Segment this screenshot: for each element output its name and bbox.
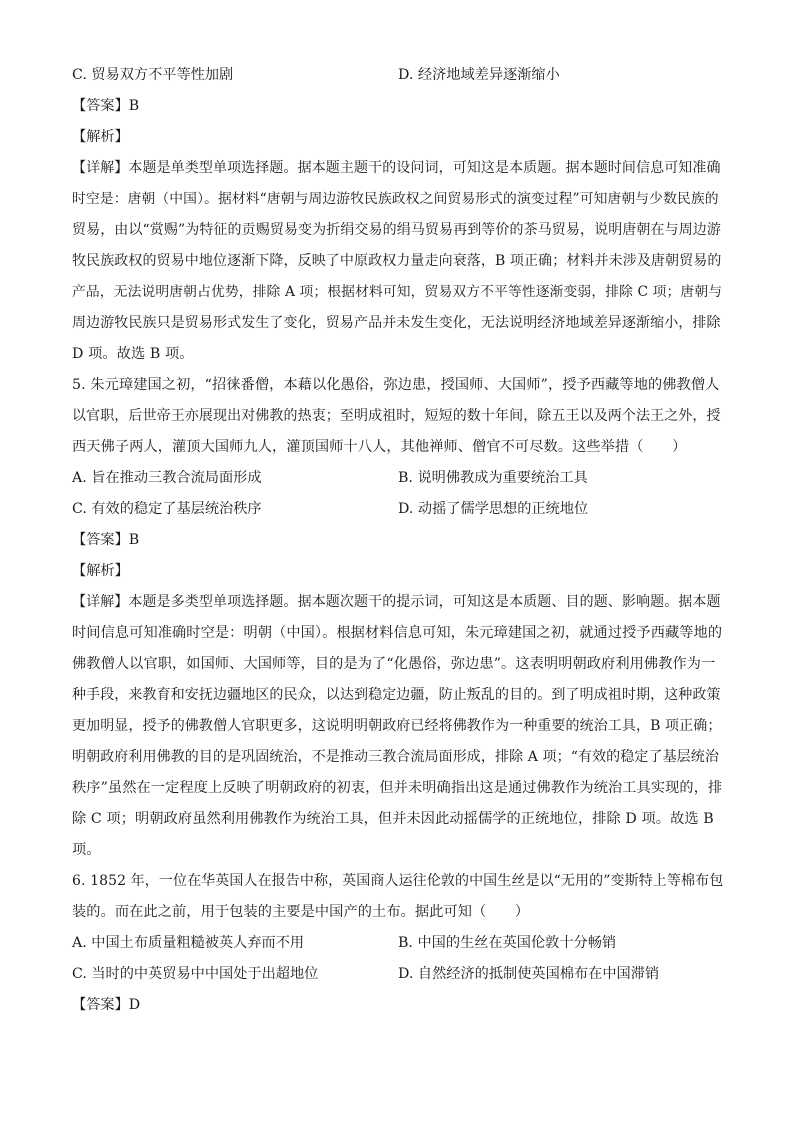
q5-detail-line: 佛教僧人以官职，如国师、大国师等，目的是为了“化愚俗，弥边患”。这表明明朝政府利用佛教作为一 [72,656,716,672]
q5-detail-line: 更加明显，授予的佛教僧人官职更多，这说明明朝政府已经将佛教作为一种重要的统治工具，B 项正确； [72,718,722,734]
q6-stem [72,870,724,932]
q6-stem-line: 6. 1852 年，一位在华英国人在报告中称，英国商人运往伦敦的中国生丝是以“无用的”变斯特上等棉布包 [72,873,724,889]
q6-options-row-ab [72,932,724,963]
q5-detail-line: 除 C 项；明朝政府虽然利用佛教作为统治工具，但并未因此动摇儒学的正统地位，排除 D 项。故选 B [72,811,714,827]
q4-analysis-label: 【解析】 [72,129,129,145]
q5-detail-line: 秩序”虽然在一定程度上反映了明朝政府的初衷，但并未明确指出这是通过佛教作为统治工具实现的，排 [72,780,723,796]
q6-option-b: B. 中国的生丝在英国伦敦十分畅销 [398,935,617,951]
q5-answer: 【答案】B [72,532,140,548]
q4-option-d: D. 经济地域差异逐渐缩小 [398,67,560,83]
q6-option-d: D. 自然经济的抵制使英国棉布在中国滞销 [398,966,660,982]
document-page [72,64,724,1025]
q5-stem-line: 以官职，后世帝王亦展现出对佛教的热衷；至明成祖时，短短的数十年间，除五王以及两个法王之外，授 [72,408,721,424]
q6-stem-line: 装的。而在此之前，用于包装的主要是中国产的土布。据此可知（ ） [72,904,530,920]
q5-option-c: C. 有效的稳定了基层统治秩序 [72,501,262,517]
q5-options-row-ab [72,467,724,498]
q5-detail-line: 种手段，来教育和安抚边疆地区的民众，以达到稳定边疆，防止叛乱的目的。到了明成祖时期，这种政策 [72,687,721,703]
q4-detail-line: 牧民族政权的贸易中地位逐渐下降，反映了中原政权力量走向衰落，B 项正确；材料并未涉及唐朝贸易的 [72,253,722,269]
q5-stem [72,374,724,467]
q5-options-row-cd [72,498,724,529]
q5-option-d: D. 动摇了儒学思想的正统地位 [398,501,589,517]
q5-analysis-label: 【解析】 [72,563,129,579]
q6-answer: 【答案】D [72,997,141,1013]
q4-detail [72,157,724,374]
q4-options-row-cd [72,64,724,95]
q5-detail-line: 项。 [72,842,101,858]
q5-stem-line: 5. 朱元璋建国之初，“招徕番僧，本藉以化愚俗，弥边患，授国师、大国师”，授予西藏等地的佛教僧人 [72,377,720,393]
q4-option-c: C. 贸易双方不平等性加剧 [72,67,234,83]
q4-detail-line: 【详解】本题是单类型单项选择题。据本题主题干的设问词，可知这是本质题。据本题时间信息可知准确 [72,160,721,176]
q5-detail-line: 【详解】本题是多类型单项选择题。据本题次题干的提示词，可知这是本质题、目的题、影响题。据本题 [72,594,721,610]
q5-detail [72,591,724,870]
q6-option-a: A. 中国土布质量粗糙被英人弃而不用 [72,935,305,951]
q4-detail-line: 产品，无法说明唐朝占优势，排除 A 项；根据材料可知，贸易双方不平等性逐渐变弱，排除 C 项；唐朝与 [72,284,723,300]
q4-answer: 【答案】B [72,98,140,114]
q4-detail-line: 时空是：唐朝（中国）。据材料“唐朝与周边游牧民族政权之间贸易形式的演变过程”可知唐朝与少数民族的 [72,191,719,207]
q5-detail-line: 明朝政府利用佛教的目的是巩固统治，不是推动三教合流局面形成，排除 A 项；“有效的稳定了基层统治 [72,749,719,765]
q4-detail-line: 贸易，由以“赏赐”为特征的贡赐贸易变为折绢交易的绢马贸易再到等价的茶马贸易，说明唐朝在与周边游 [72,222,722,238]
q5-option-b: B. 说明佛教成为重要统治工具 [398,470,588,486]
q5-detail-line: 时间信息可知准确时空是：明朝（中国）。根据材料信息可知，朱元璋建国之初，就通过授予西藏等地的 [72,625,723,641]
q6-options-row-cd [72,963,724,994]
q4-detail-line: D 项。故选 B 项。 [72,346,194,362]
q5-option-a: A. 旨在推动三教合流局面形成 [72,470,262,486]
q6-option-c: C. 当时的中英贸易中中国处于出超地位 [72,966,319,982]
q5-stem-line: 西天佛子两人，灌顶大国师九人，灌顶国师十八人，其他禅师、僧官不可尽数。这些举措（ ） [72,439,687,455]
q4-detail-line: 周边游牧民族只是贸易形式发生了变化，贸易产品并未发生变化，无法说明经济地域差异逐渐缩小，排除 [72,315,721,331]
